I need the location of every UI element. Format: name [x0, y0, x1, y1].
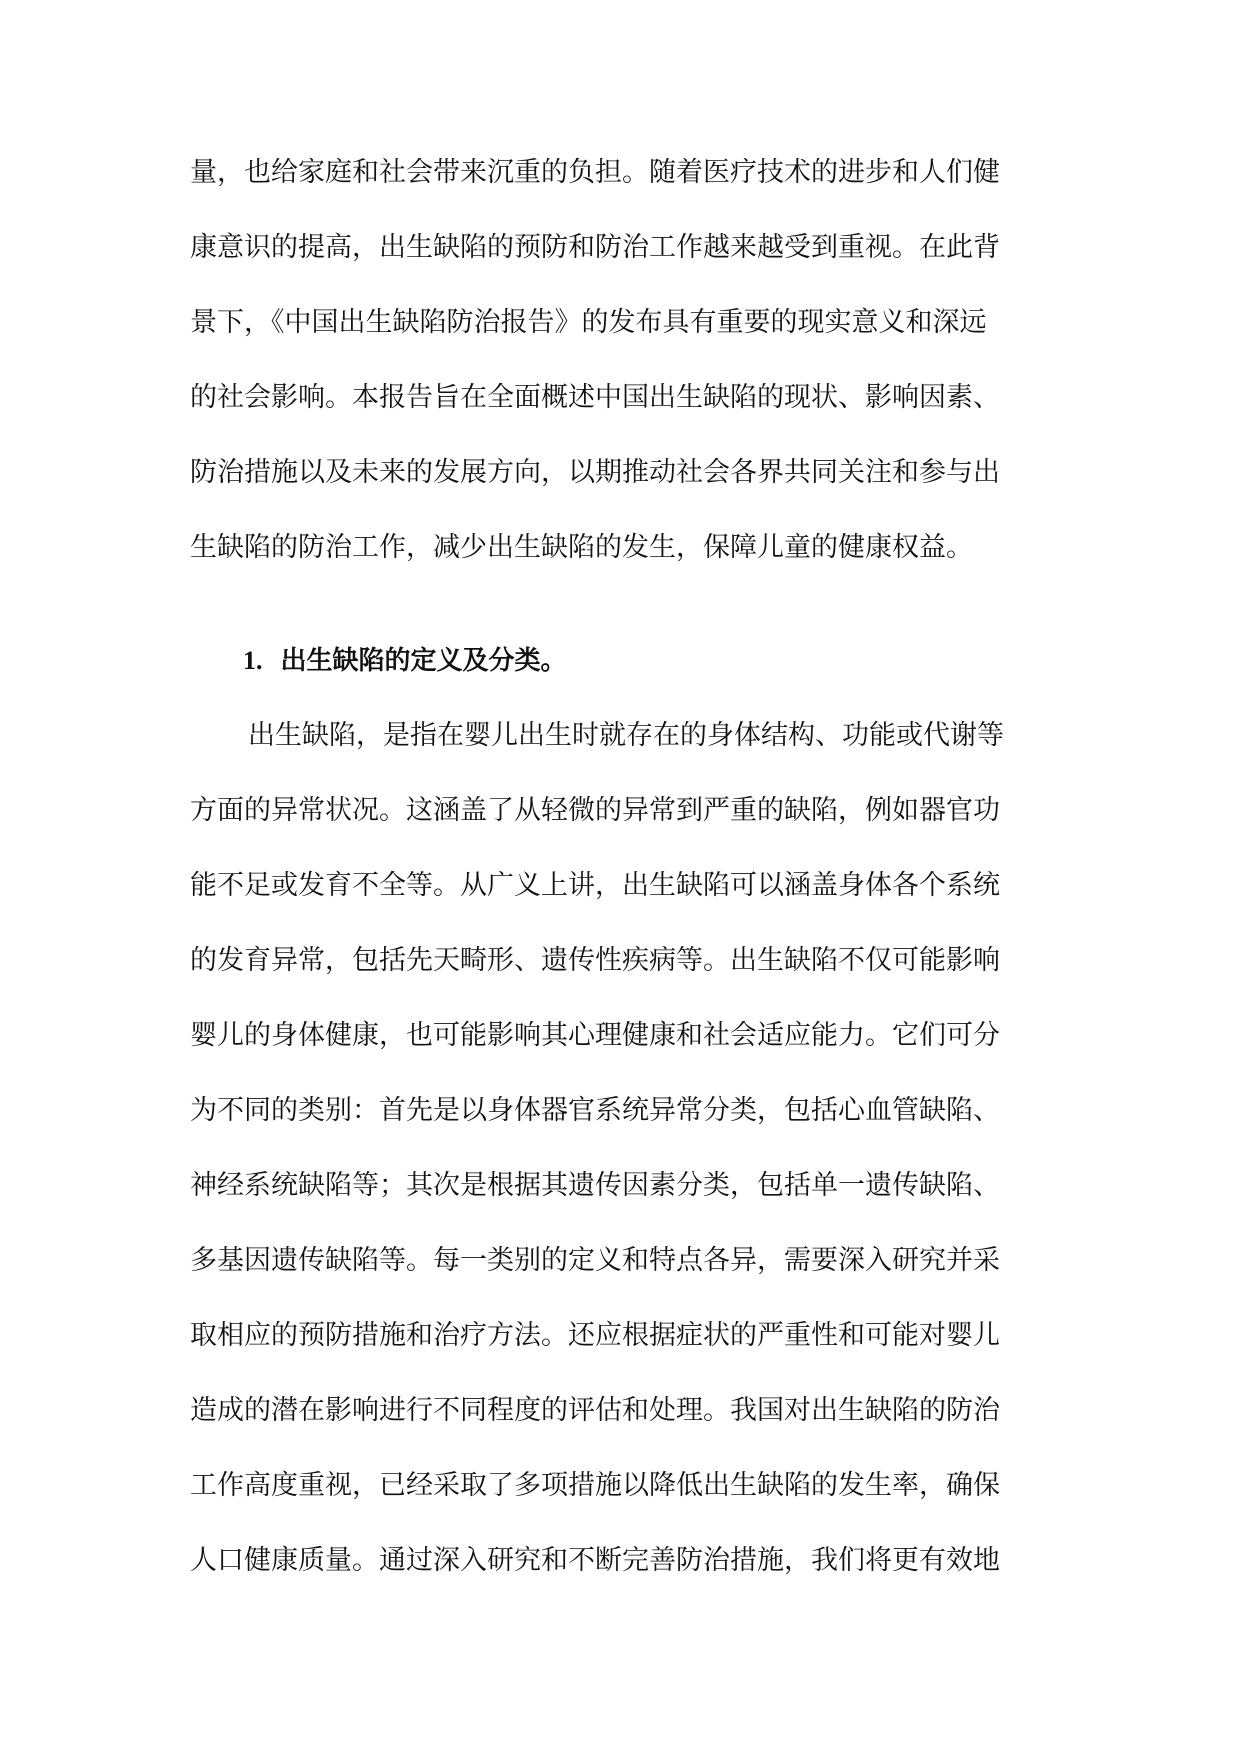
paragraph-line: 取相应的预防措施和治疗方法。还应根据症状的严重性和可能对婴儿	[190, 1320, 1000, 1351]
paragraph-line: 造成的潜在影响进行不同程度的评估和处理。我国对出生缺陷的防治	[190, 1395, 1000, 1426]
paragraph-line: 康意识的提高，出生缺陷的预防和防治工作越来越受到重视。在此背	[190, 232, 1000, 263]
section-heading	[243, 623, 567, 698]
paragraph-line: 的发育异常，包括先天畸形、遗传性疾病等。出生缺陷不仅可能影响	[190, 945, 1000, 976]
paragraph-line: 多基因遗传缺陷等。每一类别的定义和特点各异，需要深入研究并采	[190, 1245, 1000, 1276]
paragraph-line: 工作高度重视，已经采取了多项措施以降低出生缺陷的发生率，确保	[190, 1470, 1000, 1501]
paragraph-definition	[190, 698, 1060, 1598]
paragraph-line: 的社会影响。本报告旨在全面概述中国出生缺陷的现状、影响因素、	[190, 382, 1000, 413]
paragraph-line: 为不同的类别：首先是以身体器官系统异常分类，包括心血管缺陷、	[190, 1095, 1000, 1126]
section-title: 出生缺陷的定义及分类。	[280, 646, 567, 676]
paragraph-line: 景下，《中国出生缺陷防治报告》的发布具有重要的现实意义和深远	[190, 307, 987, 338]
paragraph-line: 方面的异常状况。这涵盖了从轻微的异常到严重的缺陷，例如器官功	[190, 795, 1000, 826]
paragraph-line: 神经系统缺陷等；其次是根据其遗传因素分类，包括单一遗传缺陷、	[190, 1170, 1000, 1201]
paragraph-line: 防治措施以及未来的发展方向，以期推动社会各界共同关注和参与出	[190, 457, 1000, 488]
paragraph-intro-continued	[190, 135, 1060, 585]
paragraph-line: 生缺陷的防治工作，减少出生缺陷的发生，保障儿童的健康权益。	[190, 532, 973, 563]
paragraph-line: 人口健康质量。通过深入研究和不断完善防治措施，我们将更有效地	[190, 1545, 1000, 1576]
paragraph-line: 出生缺陷，是指在婴儿出生时就存在的身体结构、功能或代谢等	[248, 720, 1004, 751]
section-number: 1.	[243, 646, 263, 675]
paragraph-line: 量，也给家庭和社会带来沉重的负担。随着医疗技术的进步和人们健	[190, 157, 1000, 188]
paragraph-line: 婴儿的身体健康，也可能影响其心理健康和社会适应能力。它们可分	[190, 1020, 1000, 1051]
paragraph-line: 能不足或发育不全等。从广义上讲，出生缺陷可以涵盖身体各个系统	[190, 870, 1000, 901]
